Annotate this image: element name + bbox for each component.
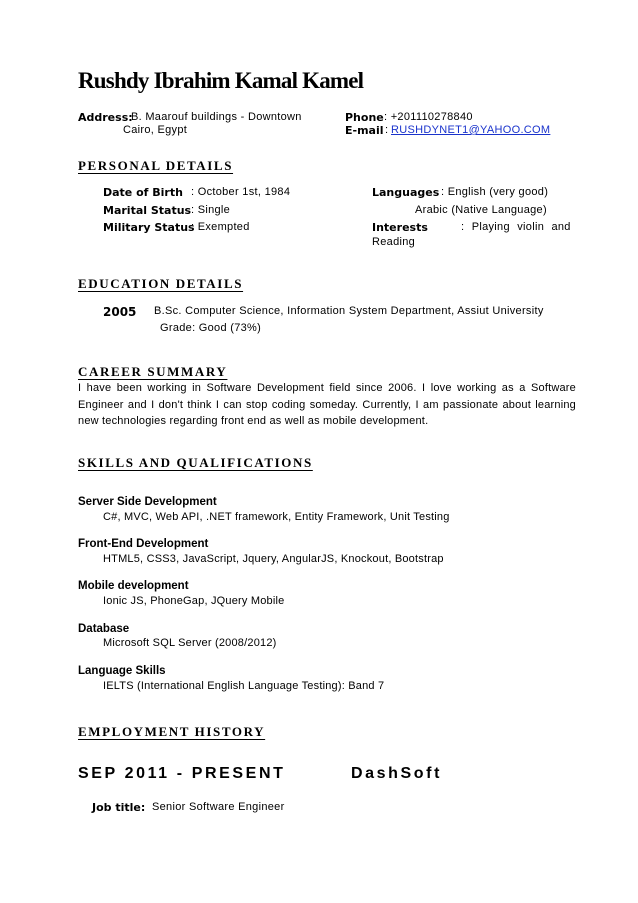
career-summary-text: I have been working in Software Development field since 2006. I love working as a Software Engineer and I don't think I can stop coding someday. Currently, I am passionate about learning new technologies regarding front end as well as mobile development. xyxy=(78,382,576,427)
dob-value: : October 1st, 1984 xyxy=(191,186,291,198)
education-year: 2005 xyxy=(103,305,137,319)
education-degree: B.Sc. Computer Science, Information System Department, Assiut University xyxy=(154,305,544,317)
skills-heading: SKILLS AND QUALIFICATIONS xyxy=(78,455,313,470)
phone-label: Phone xyxy=(345,111,384,124)
employment-period: SEP 2011 - PRESENT xyxy=(78,765,286,782)
languages-value-1: : English (very good) xyxy=(441,186,549,198)
skill-title: Front-End Development xyxy=(78,538,209,550)
employment-heading: EMPLOYMENT HISTORY xyxy=(78,724,266,739)
languages-label: Languages xyxy=(372,186,440,199)
address-line1: B. Maarouf buildings - Downtown xyxy=(131,111,302,123)
job-title-label: Job title: xyxy=(92,801,146,814)
resume-name: Rushdy Ibrahim Kamal Kamel xyxy=(78,68,364,93)
marital-status-label: Marital Status xyxy=(103,204,192,217)
skill-detail: Ionic JS, PhoneGap, JQuery Mobile xyxy=(103,595,285,607)
military-status-label: Military Status xyxy=(103,221,195,234)
email-separator: : xyxy=(385,124,389,136)
job-title-value: Senior Software Engineer xyxy=(152,801,285,813)
email-link[interactable]: RUSHDYNET1@YAHOO.COM xyxy=(391,124,551,136)
phone-value: : +201110278840 xyxy=(384,111,473,123)
employment-company: DashSoft xyxy=(351,765,443,782)
languages-value-2: Arabic (Native Language) xyxy=(415,204,547,216)
education-heading: EDUCATION DETAILS xyxy=(78,276,244,291)
interests-value-2: Reading xyxy=(372,236,416,248)
education-grade: Grade: Good (73%) xyxy=(160,322,262,334)
skill-title: Mobile development xyxy=(78,580,189,592)
address-label: Address: xyxy=(78,111,133,124)
skill-title: Database xyxy=(78,623,130,635)
personal-details-heading: PERSONAL DETAILS xyxy=(78,158,234,173)
skill-detail: C#, MVC, Web API, .NET framework, Entity Framework, Unit Testing xyxy=(103,511,450,523)
military-status-value: : Exempted xyxy=(191,221,250,233)
skill-detail: Microsoft SQL Server (2008/2012) xyxy=(103,637,277,649)
address-line2: Cairo, Egypt xyxy=(123,124,188,136)
skill-title: Server Side Development xyxy=(78,496,217,508)
interests-label: Interests xyxy=(372,221,428,234)
email-label: E-mail xyxy=(345,124,384,137)
skill-detail: HTML5, CSS3, JavaScript, Jquery, AngularJS, Knockout, Bootstrap xyxy=(103,553,444,565)
career-summary-heading: CAREER SUMMARY xyxy=(78,364,228,379)
dob-label: Date of Birth xyxy=(103,186,183,199)
interests-value-1: : Playing violin and xyxy=(461,221,571,233)
skill-detail: IELTS (International English Language Testing): Band 7 xyxy=(103,680,385,692)
skill-title: Language Skills xyxy=(78,665,166,677)
marital-status-value: : Single xyxy=(191,204,231,216)
